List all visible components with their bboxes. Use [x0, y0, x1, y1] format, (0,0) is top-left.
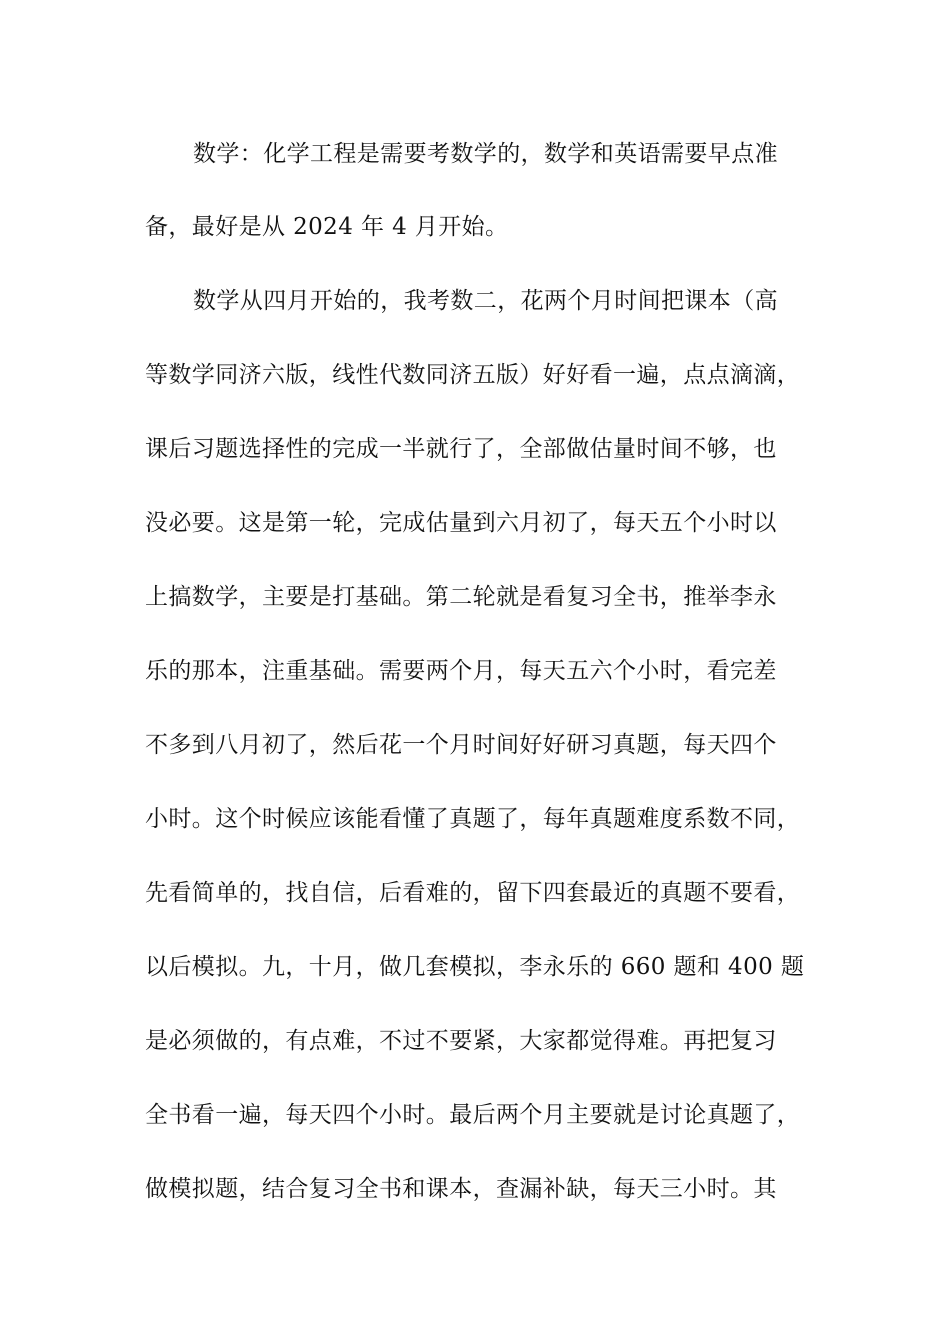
paragraph-1-line-1: 数学：化学工程是需要考数学的，数学和英语需要早点准: [193, 141, 778, 167]
paragraph-2-line-7: 不多到八月初了，然后花一个月时间好好研习真题，每天四个: [145, 732, 777, 758]
paragraph-1-line-2: 备，最好是从 2024 年 4 月开始。: [145, 214, 509, 240]
paragraph-2-line-9: 先看简单的，找自信，后看难的，留下四套最近的真题不要看，: [145, 880, 801, 906]
paragraph-2-line-13: 做模拟题，结合复习全书和课本，查漏补缺，每天三小时。其: [145, 1176, 777, 1202]
paragraph-2-line-3: 课后习题选择性的完成一半就行了，全部做估量时间不够，也: [145, 436, 777, 462]
paragraph-2-line-8: 小时。这个时候应该能看懂了真题了，每年真题难度系数不同，: [145, 806, 801, 832]
paragraph-2-line-4: 没必要。这是第一轮，完成估量到六月初了，每天五个小时以: [145, 510, 777, 536]
paragraph-2-line-1: 数学从四月开始的，我考数二，花两个月时间把课本（高: [193, 288, 778, 314]
paragraph-2-line-10: 以后模拟。九，十月，做几套模拟，李永乐的 660 题和 400 题: [145, 954, 805, 980]
paragraph-2-line-12: 全书看一遍，每天四个小时。最后两个月主要就是讨论真题了，: [145, 1102, 801, 1128]
paragraph-2-line-11: 是必须做的，有点难，不过不要紧，大家都觉得难。再把复习: [145, 1028, 777, 1054]
paragraph-2-line-6: 乐的那本，注重基础。需要两个月，每天五六个小时，看完差: [145, 658, 777, 684]
paragraph-2-line-5: 上搞数学，主要是打基础。第二轮就是看复习全书，推举李永: [145, 584, 777, 610]
paragraph-2-line-2: 等数学同济六版，线性代数同济五版）好好看一遍，点点滴滴，: [145, 362, 801, 388]
